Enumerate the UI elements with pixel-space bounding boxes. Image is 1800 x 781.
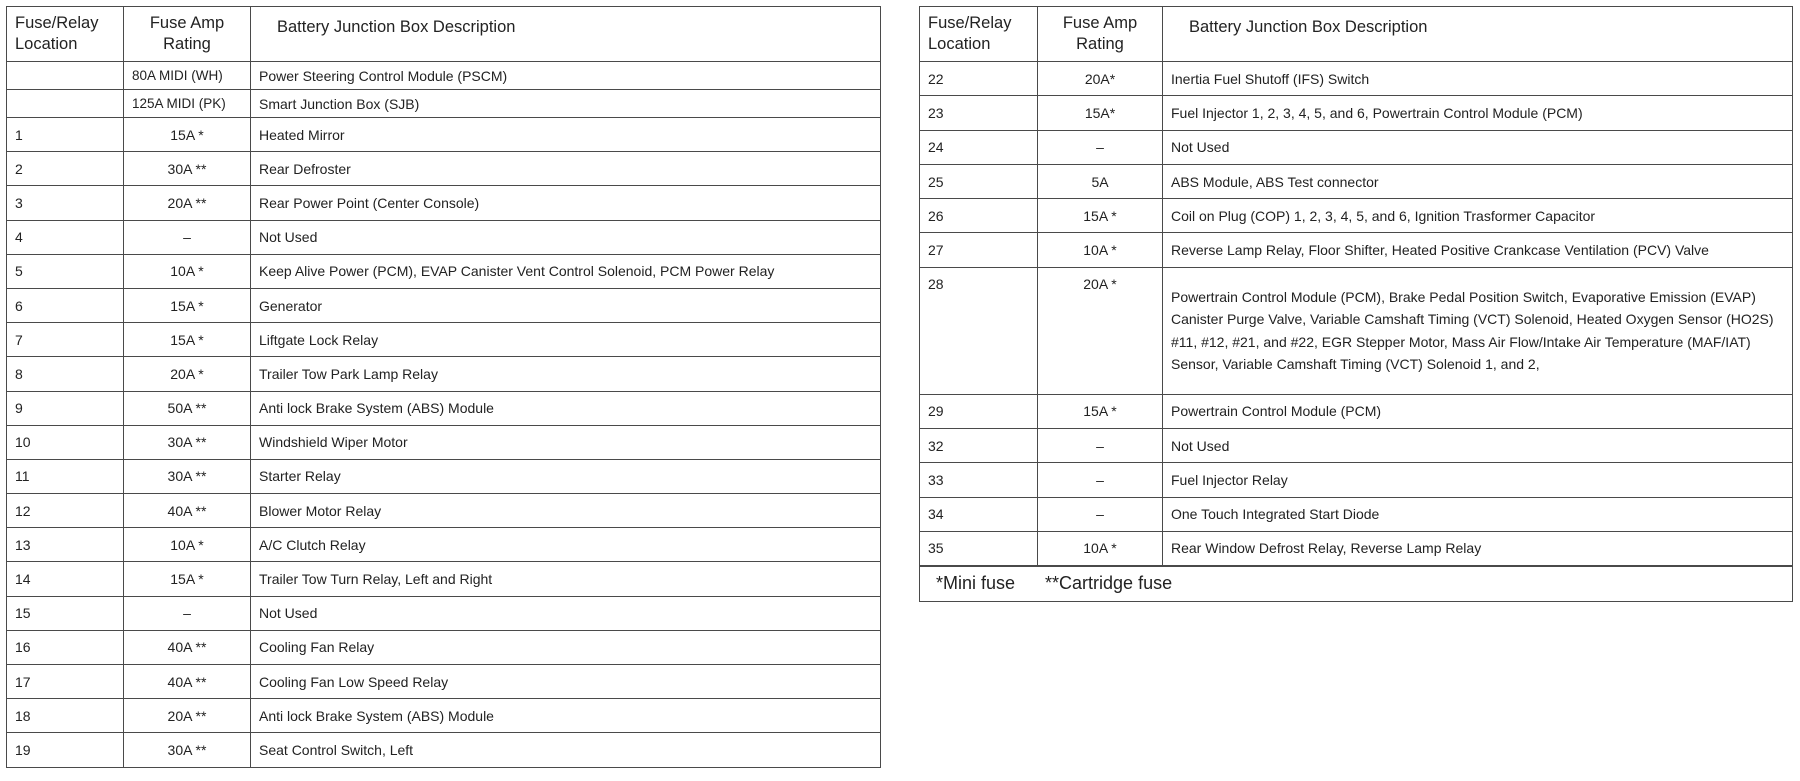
amp-cell: 15A * — [124, 288, 251, 322]
location-cell: 27 — [920, 233, 1038, 267]
amp-cell: 15A * — [124, 118, 251, 152]
amp-cell: – — [124, 596, 251, 630]
amp-cell: 20A ** — [124, 186, 251, 220]
table-row — [920, 463, 1793, 497]
description-cell: Starter Relay — [251, 459, 881, 493]
location-cell: 24 — [920, 130, 1038, 164]
location-cell: 12 — [7, 494, 124, 528]
table-row — [920, 497, 1793, 531]
amp-cell: 80A MIDI (WH) — [124, 62, 251, 90]
location-cell: 15 — [7, 596, 124, 630]
description-cell: Rear Defroster — [251, 152, 881, 186]
table-row — [920, 394, 1793, 428]
location-cell: 23 — [920, 96, 1038, 130]
header-row — [7, 7, 881, 62]
table-row — [7, 288, 881, 322]
location-cell: 7 — [7, 323, 124, 357]
location-cell: 25 — [920, 164, 1038, 198]
table-row — [7, 494, 881, 528]
location-cell: 18 — [7, 699, 124, 733]
description-cell: Powertrain Control Module (PCM), Brake Pedal Position Switch, Evaporative Emission (EVAP) Canister Purge Valve, Variable Camshaft Timing (VCT) Solenoid, Heated Oxygen Sensor (HO2S) #11, #12, #21, and #22, EGR Stepper Motor, Mass Air Flow/Intake Air Temperature (MAF/IAT) Sensor, Variable Camshaft Timing (VCT) Solenoid 1, and 2, — [1163, 267, 1793, 394]
table-row — [920, 130, 1793, 164]
amp-cell: – — [1038, 130, 1163, 164]
amp-cell: 10A * — [1038, 531, 1163, 565]
table-row — [7, 630, 881, 664]
description-header: Battery Junction Box Description — [251, 7, 881, 62]
amp-cell: 40A ** — [124, 630, 251, 664]
description-cell: Not Used — [251, 220, 881, 254]
table-row — [920, 62, 1793, 96]
location-header: Fuse/Relay Location — [7, 7, 124, 62]
location-cell: 3 — [7, 186, 124, 220]
amp-cell: 5A — [1038, 164, 1163, 198]
location-cell: 32 — [920, 429, 1038, 463]
location-cell: 6 — [7, 288, 124, 322]
amp-cell: 30A ** — [124, 733, 251, 767]
description-cell: Anti lock Brake System (ABS) Module — [251, 391, 881, 425]
table-row — [7, 186, 881, 220]
amp-cell: – — [1038, 497, 1163, 531]
header-row — [920, 7, 1793, 62]
table-row — [920, 96, 1793, 130]
amp-cell: 20A * — [124, 357, 251, 391]
table-row — [7, 699, 881, 733]
description-cell: Blower Motor Relay — [251, 494, 881, 528]
location-cell: 26 — [920, 199, 1038, 233]
legend-cell — [920, 566, 1793, 602]
amp-cell: 50A ** — [124, 391, 251, 425]
table-row — [7, 323, 881, 357]
description-cell: Liftgate Lock Relay — [251, 323, 881, 357]
location-cell: 29 — [920, 394, 1038, 428]
description-cell: Heated Mirror — [251, 118, 881, 152]
location-cell: 2 — [7, 152, 124, 186]
location-cell: 19 — [7, 733, 124, 767]
table-row — [7, 528, 881, 562]
description-cell: Rear Window Defrost Relay, Reverse Lamp Relay — [1163, 531, 1793, 565]
amp-header: Fuse Amp Rating — [124, 7, 251, 62]
amp-cell: 10A * — [1038, 233, 1163, 267]
amp-cell: 20A* — [1038, 62, 1163, 96]
table-row — [920, 199, 1793, 233]
description-cell: Generator — [251, 288, 881, 322]
amp-cell: 15A * — [124, 562, 251, 596]
description-header: Battery Junction Box Description — [1163, 7, 1793, 62]
description-cell: Not Used — [1163, 130, 1793, 164]
table-row — [920, 164, 1793, 198]
location-cell — [7, 90, 124, 118]
description-cell: Rear Power Point (Center Console) — [251, 186, 881, 220]
description-cell: Keep Alive Power (PCM), EVAP Canister Vent Control Solenoid, PCM Power Relay — [251, 254, 881, 288]
table-row — [7, 152, 881, 186]
description-cell: Fuel Injector Relay — [1163, 463, 1793, 497]
description-cell: Trailer Tow Park Lamp Relay — [251, 357, 881, 391]
amp-cell: 30A ** — [124, 425, 251, 459]
description-cell: Windshield Wiper Motor — [251, 425, 881, 459]
table-row — [7, 459, 881, 493]
description-cell: Inertia Fuel Shutoff (IFS) Switch — [1163, 62, 1793, 96]
fuse-table-left — [6, 6, 881, 768]
table-row — [7, 357, 881, 391]
description-cell: Trailer Tow Turn Relay, Left and Right — [251, 562, 881, 596]
description-cell: Smart Junction Box (SJB) — [251, 90, 881, 118]
amp-cell: 30A ** — [124, 459, 251, 493]
description-cell: ABS Module, ABS Test connector — [1163, 164, 1793, 198]
location-cell: 4 — [7, 220, 124, 254]
table-row — [7, 90, 881, 118]
amp-cell: – — [1038, 463, 1163, 497]
legend-row — [920, 566, 1793, 602]
location-cell: 17 — [7, 665, 124, 699]
table-row — [7, 596, 881, 630]
amp-header: Fuse Amp Rating — [1038, 7, 1163, 62]
location-cell: 16 — [7, 630, 124, 664]
location-cell: 34 — [920, 497, 1038, 531]
location-cell: 9 — [7, 391, 124, 425]
amp-cell: – — [1038, 429, 1163, 463]
amp-cell: 40A ** — [124, 665, 251, 699]
location-cell: 33 — [920, 463, 1038, 497]
amp-cell: 40A ** — [124, 494, 251, 528]
amp-cell: 15A * — [1038, 199, 1163, 233]
location-cell: 14 — [7, 562, 124, 596]
description-cell: Seat Control Switch, Left — [251, 733, 881, 767]
location-cell: 13 — [7, 528, 124, 562]
amp-cell: 10A * — [124, 528, 251, 562]
amp-cell: – — [124, 220, 251, 254]
amp-cell: 20A * — [1038, 267, 1163, 394]
table-row — [7, 118, 881, 152]
amp-cell: 15A* — [1038, 96, 1163, 130]
table-row — [7, 733, 881, 767]
description-cell: Fuel Injector 1, 2, 3, 4, 5, and 6, Powertrain Control Module (PCM) — [1163, 96, 1793, 130]
location-cell: 8 — [7, 357, 124, 391]
location-cell: 35 — [920, 531, 1038, 565]
fuse-table-right — [919, 6, 1793, 602]
table-row — [7, 254, 881, 288]
location-cell: 1 — [7, 118, 124, 152]
description-cell: Power Steering Control Module (PSCM) — [251, 62, 881, 90]
table-row — [7, 665, 881, 699]
table-row — [920, 429, 1793, 463]
location-header: Fuse/Relay Location — [920, 7, 1038, 62]
amp-cell: 15A * — [1038, 394, 1163, 428]
description-cell: One Touch Integrated Start Diode — [1163, 497, 1793, 531]
amp-cell: 20A ** — [124, 699, 251, 733]
table-row — [7, 220, 881, 254]
description-cell: Cooling Fan Low Speed Relay — [251, 665, 881, 699]
description-cell: Reverse Lamp Relay, Floor Shifter, Heated Positive Crankcase Ventilation (PCV) Valve — [1163, 233, 1793, 267]
location-cell: 11 — [7, 459, 124, 493]
description-cell: Not Used — [251, 596, 881, 630]
table-row — [7, 391, 881, 425]
location-cell: 5 — [7, 254, 124, 288]
amp-cell: 10A * — [124, 254, 251, 288]
description-cell: Anti lock Brake System (ABS) Module — [251, 699, 881, 733]
legend-cartridge: **Cartridge fuse — [1045, 573, 1173, 594]
table-row — [7, 62, 881, 90]
table-row — [7, 425, 881, 459]
amp-cell: 125A MIDI (PK) — [124, 90, 251, 118]
description-cell: Coil on Plug (COP) 1, 2, 3, 4, 5, and 6, Ignition Trasformer Capacitor — [1163, 199, 1793, 233]
amp-cell: 15A * — [124, 323, 251, 357]
description-cell: Cooling Fan Relay — [251, 630, 881, 664]
table-row — [920, 233, 1793, 267]
table-row — [920, 267, 1793, 394]
location-cell: 10 — [7, 425, 124, 459]
location-cell: 22 — [920, 62, 1038, 96]
location-cell — [7, 62, 124, 90]
amp-cell: 30A ** — [124, 152, 251, 186]
description-cell: A/C Clutch Relay — [251, 528, 881, 562]
legend-mini: *Mini fuse — [936, 573, 1016, 594]
description-cell: Not Used — [1163, 429, 1793, 463]
table-row — [920, 531, 1793, 565]
description-cell: Powertrain Control Module (PCM) — [1163, 394, 1793, 428]
location-cell: 28 — [920, 267, 1038, 394]
table-row — [7, 562, 881, 596]
